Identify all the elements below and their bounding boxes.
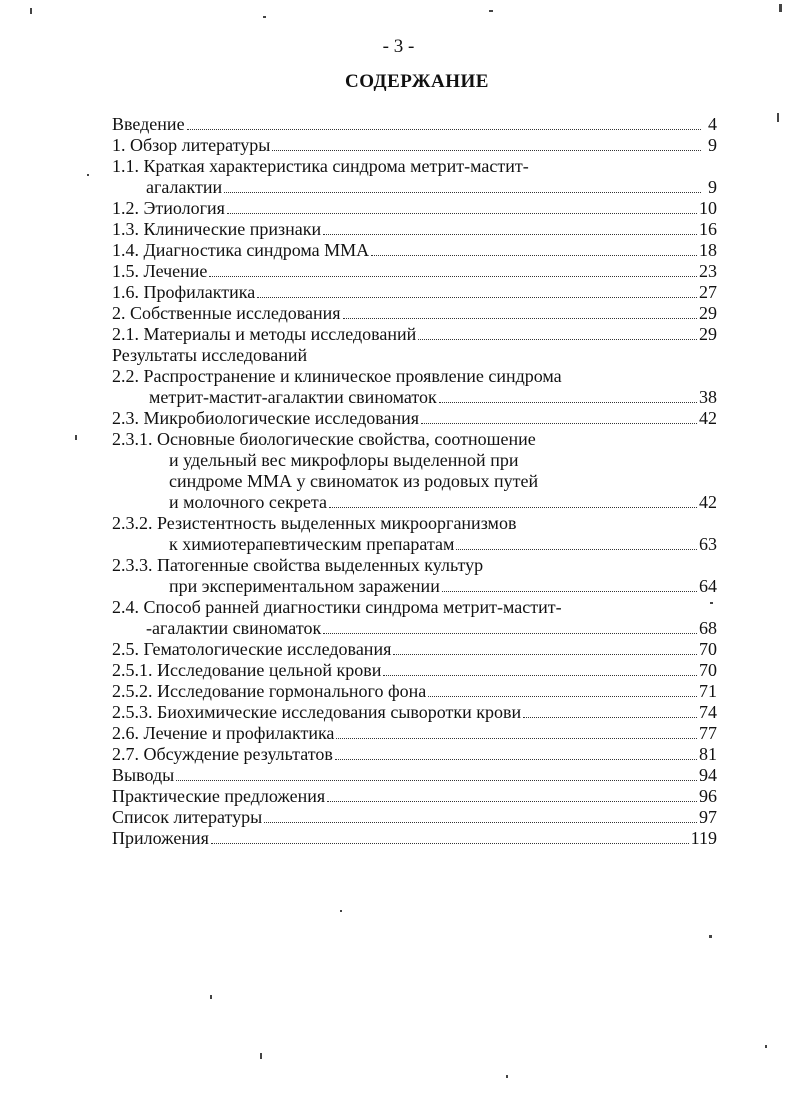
- toc-entry: [112, 324, 717, 345]
- dot-leader: [523, 717, 697, 718]
- scan-speck: [210, 995, 212, 999]
- scan-speck: [30, 8, 32, 14]
- toc-entry-title: 1.5. Лечение: [112, 261, 208, 281]
- toc-entry: [112, 639, 717, 660]
- toc-entry-page: 94: [699, 765, 717, 785]
- toc-entry: [112, 597, 717, 618]
- toc-entry-page: 29: [699, 303, 717, 323]
- toc-entry-title: 2.4. Способ ранней диагностики синдрома метрит-мастит-: [112, 597, 562, 617]
- scan-speck: [777, 113, 779, 122]
- toc-entry: [112, 828, 717, 849]
- toc-entry-title: 2.1. Материалы и методы исследований: [112, 324, 417, 344]
- toc-entry-page: 96: [699, 786, 717, 806]
- dot-leader: [439, 402, 697, 403]
- toc-entry: [112, 660, 717, 681]
- toc-entry: [112, 303, 717, 324]
- dot-leader: [224, 192, 701, 193]
- scan-speck: [489, 10, 493, 12]
- toc-entry: [112, 534, 717, 555]
- toc-entry-title: Практические предложения: [112, 786, 326, 806]
- scan-speck: [709, 935, 712, 938]
- dot-leader: [227, 213, 697, 214]
- dot-leader: [272, 150, 701, 151]
- toc-entry-page: 9: [708, 135, 717, 155]
- toc-entry-page: 63: [699, 534, 717, 554]
- toc-entry-title: 2.5. Гематологические исследования: [112, 639, 392, 659]
- dot-leader: [329, 507, 697, 508]
- toc-entry-page: 29: [699, 324, 717, 344]
- dot-leader: [257, 297, 697, 298]
- toc-entry-page: 97: [699, 807, 717, 827]
- toc-entry-title: 2.2. Распространение и клиническое проявление синдрома: [112, 366, 562, 386]
- toc-entry-page: 68: [699, 618, 717, 638]
- scan-speck: [263, 16, 266, 18]
- dot-leader: [264, 822, 697, 823]
- toc-entry: [112, 744, 717, 765]
- toc-entry-page: 42: [699, 492, 717, 512]
- toc-entry: [112, 702, 717, 723]
- scan-speck: [260, 1053, 262, 1059]
- toc-entry: [112, 723, 717, 744]
- dot-leader: [323, 633, 697, 634]
- toc-entry: [112, 492, 717, 513]
- scan-speck: [779, 4, 782, 12]
- toc-entry: [112, 807, 717, 828]
- toc-entry: [112, 429, 717, 450]
- dot-leader: [211, 843, 689, 844]
- toc-entry-title: 1.6. Профилактика: [112, 282, 256, 302]
- toc-entry: [112, 282, 717, 303]
- toc-entry-title: 1.1. Краткая характеристика синдрома метрит-мастит-: [112, 156, 529, 176]
- toc-entry: [112, 513, 717, 534]
- toc-entry: [112, 408, 717, 429]
- toc-entry-title: Приложения: [112, 828, 209, 848]
- toc-entry-title: 1. Обзор литературы: [112, 135, 271, 155]
- toc-entry-page: 27: [699, 282, 717, 302]
- toc-entry-title: 1.4. Диагностика синдрома ММА: [112, 240, 370, 260]
- toc-entry-title: 1.3. Клинические признаки: [112, 219, 322, 239]
- toc-entry: [112, 135, 717, 156]
- dot-leader: [421, 423, 697, 424]
- toc-entry-title: 2.5.3. Биохимические исследования сыворотки крови: [112, 702, 522, 722]
- scan-speck: [710, 602, 713, 604]
- toc-entry-page: 70: [699, 660, 717, 680]
- scan-speck: [765, 1045, 767, 1048]
- toc-entry: [112, 177, 717, 198]
- toc-entry-title: -агалактии свиноматок: [146, 618, 322, 638]
- toc-entry-page: 16: [699, 219, 717, 239]
- toc-entry-page: 38: [699, 387, 717, 407]
- toc-entry: [112, 219, 717, 240]
- toc-entry: [112, 618, 717, 639]
- toc-entry-page: 70: [699, 639, 717, 659]
- toc-entry-page: 9: [708, 177, 717, 197]
- toc-entry: [112, 555, 717, 576]
- toc-entry-page: 23: [699, 261, 717, 281]
- toc-entry-title: Выводы: [112, 765, 175, 785]
- dot-leader: [335, 759, 697, 760]
- toc-entry-title: 2.3.1. Основные биологические свойства, соотношение: [112, 429, 536, 449]
- toc-entry-title: метрит-мастит-агалактии свиноматок: [149, 387, 437, 407]
- toc-entry-title: 2.3.2. Резистентность выделенных микроорганизмов: [112, 513, 517, 533]
- dot-leader: [456, 549, 697, 550]
- dot-leader: [209, 276, 697, 277]
- toc-entry: [112, 471, 717, 492]
- toc-entry-title: синдроме ММА у свиноматок из родовых путей: [169, 471, 539, 491]
- toc-entry-page: 119: [690, 828, 717, 848]
- dot-leader: [327, 801, 697, 802]
- toc-entry-page: 77: [699, 723, 717, 743]
- toc-entry-page: 18: [699, 240, 717, 260]
- dot-leader: [323, 234, 697, 235]
- dot-leader: [371, 255, 697, 256]
- toc-entry-title: 2.5.2. Исследование гормонального фона: [112, 681, 427, 701]
- toc-entry-page: 42: [699, 408, 717, 428]
- toc-entry: [112, 240, 717, 261]
- toc-entry-title: 2.3. Микробиологические исследования: [112, 408, 420, 428]
- toc-entry: [112, 345, 717, 366]
- toc-entry: [112, 198, 717, 219]
- toc-entry-title: и молочного секрета: [169, 492, 327, 512]
- dot-leader: [176, 780, 697, 781]
- toc-entry-title: 2. Собственные исследования: [112, 303, 341, 323]
- dot-leader: [187, 129, 701, 130]
- toc-entry: [112, 366, 717, 387]
- dot-leader: [428, 696, 697, 697]
- page-number: - 3 -: [382, 36, 415, 57]
- dot-leader: [418, 339, 697, 340]
- toc-entry: [112, 261, 717, 282]
- scan-speck: [340, 910, 342, 912]
- toc-entry: [112, 576, 717, 597]
- toc-entry-page: 74: [699, 702, 717, 722]
- toc-entry-page: 10: [699, 198, 717, 218]
- page-title: СОДЕРЖАНИЕ: [345, 71, 489, 92]
- toc-entry-page: 71: [699, 681, 717, 701]
- dot-leader: [383, 675, 697, 676]
- scan-speck: [75, 435, 77, 440]
- dot-leader: [336, 738, 697, 739]
- toc-entry-title: 2.6. Лечение и профилактика: [112, 723, 335, 743]
- toc-entry-title: и удельный вес микрофлоры выделенной при: [169, 450, 519, 470]
- toc-entry-title: 1.2. Этиология: [112, 198, 225, 218]
- toc-entry-page: 4: [708, 114, 717, 134]
- toc-entry-title: к химиотерапевтическим препаратам: [169, 534, 455, 554]
- toc-entry-title: агалактии: [146, 177, 223, 197]
- dot-leader: [393, 654, 697, 655]
- dot-leader: [343, 318, 697, 319]
- toc-entry-title: 2.5.1. Исследование цельной крови: [112, 660, 382, 680]
- toc-entry-title: 2.3.3. Патогенные свойства выделенных культур: [112, 555, 484, 575]
- toc-entry-page: 64: [699, 576, 717, 596]
- dot-leader: [442, 591, 697, 592]
- toc-entry-title: Результаты исследований: [112, 345, 308, 365]
- toc-entry-title: Список литературы: [112, 807, 263, 827]
- toc-entry: [112, 387, 717, 408]
- toc-entry: [112, 786, 717, 807]
- toc-entry: [112, 156, 717, 177]
- toc-entry-title: Введение: [112, 114, 185, 134]
- scan-speck: [506, 1075, 508, 1078]
- scan-speck: [87, 174, 89, 176]
- toc-entry-title: 2.7. Обсуждение результатов: [112, 744, 333, 764]
- toc-entry: [112, 114, 717, 135]
- toc-entry: [112, 450, 717, 471]
- toc-entry: [112, 681, 717, 702]
- toc-entry: [112, 765, 717, 786]
- toc-entry-title: при экспериментальном заражении: [169, 576, 440, 596]
- table-of-contents: [112, 114, 717, 849]
- toc-entry-page: 81: [699, 744, 717, 764]
